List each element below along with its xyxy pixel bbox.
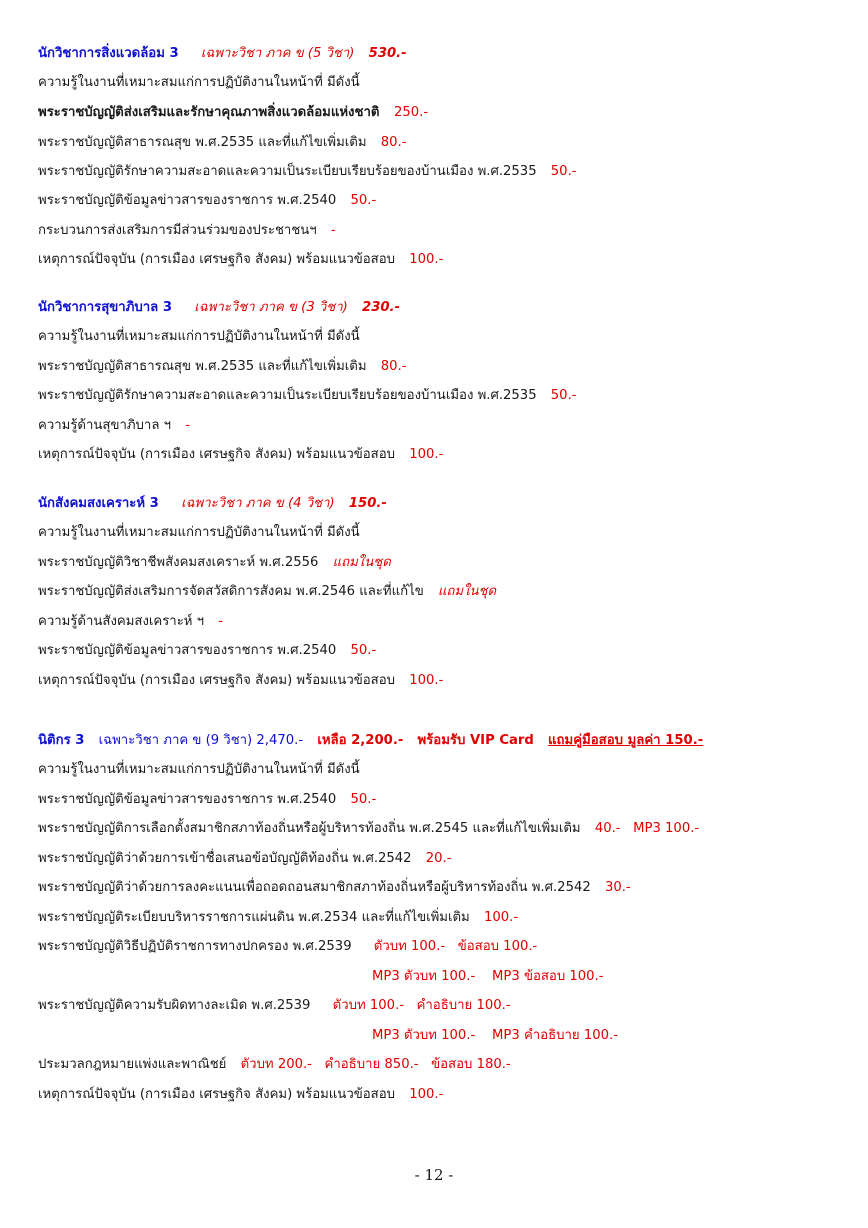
section-subtitle: เฉพาะวิชา ภาค ข (4 วิชา) — [181, 496, 335, 511]
item-price: - — [330, 223, 336, 238]
list-item — [38, 878, 631, 898]
section-heading — [38, 44, 407, 64]
item-text: เหตุการณ์ปัจจุบัน (การเมือง เศรษฐกิจ สังคม) พร้อมแนวข้อสอบ — [38, 447, 396, 462]
section-intro: ความรู้ในงานที่เหมาะสมแก่การปฏิบัติงานในหน้าที่ มีดังนี้ — [38, 75, 360, 90]
item-price: MP3 ตัวบท 100.- MP3 ข้อสอบ 100.- — [372, 969, 604, 984]
item-price: 80.- — [380, 359, 407, 374]
list-item — [38, 386, 577, 406]
item-text: พระราชบัญญัติระเบียบบริหารราชการแผ่นดิน พ.ศ.2534 และที่แก้ไขเพิ่มเติม — [38, 910, 470, 925]
section-title: นักวิชาการสุขาภิบาล 3 — [38, 300, 173, 315]
list-item — [38, 162, 577, 182]
item-text: พระราชบัญญัติรักษาความสะอาดและความเป็นระเบียบเรียบร้อยของบ้านเมือง พ.ศ.2535 — [38, 388, 537, 403]
list-item — [38, 908, 518, 928]
item-price: ตัวบท 100.- ข้อสอบ 100.- — [373, 939, 538, 954]
item-price: 50.- — [550, 388, 577, 403]
item-price: 100.- — [409, 447, 444, 462]
item-price: แถมในชุด — [437, 584, 497, 599]
section-intro: ความรู้ในงานที่เหมาะสมแก่การปฏิบัติงานในหน้าที่ มีดังนี้ — [38, 329, 360, 344]
item-price: 250.- — [394, 105, 429, 120]
item-text: พระราชบัญญัติข้อมูลข่าวสารของราชการ พ.ศ.2540 — [38, 193, 337, 208]
item-price: 50.- — [550, 164, 577, 179]
item-price: 100.- — [409, 252, 444, 267]
section-price: 150.- — [348, 496, 387, 511]
section-intro: ความรู้ในงานที่เหมาะสมแก่การปฏิบัติงานในหน้าที่ มีดังนี้ — [38, 525, 360, 540]
section-subtitle: เฉพาะวิชา ภาค ข (9 วิชา) 2,470.- — [98, 733, 304, 748]
vip-card-note: พร้อมรับ VIP Card — [417, 733, 534, 748]
item-price: 50.- — [350, 193, 377, 208]
list-item — [38, 582, 496, 602]
item-price: 30.- — [604, 880, 631, 895]
item-price: 100.- — [483, 910, 519, 925]
list-item — [38, 671, 443, 691]
item-price: 40.- MP3 100.- — [594, 821, 700, 836]
item-price: 50.- — [350, 792, 377, 807]
item-text: พระราชบัญญัติวิชาชีพสังคมสงเคราะห์ พ.ศ.2556 — [38, 555, 319, 570]
list-item — [38, 416, 190, 436]
item-text: พระราชบัญญัติส่งเสริมและรักษาคุณภาพสิ่งแวดล้อมแห่งชาติ — [38, 105, 380, 120]
item-text: พระราชบัญญัติความรับผิดทางละเมิด พ.ศ.2539 — [38, 998, 311, 1013]
item-text: พระราชบัญญัติสาธารณสุข พ.ศ.2535 และที่แก้ไขเพิ่มเติม — [38, 359, 367, 374]
item-text: พระราชบัญญัติวิธีปฏิบัติราชการทางปกครอง พ.ศ.2539 — [38, 939, 352, 954]
item-price: ตัวบท 100.- คำอธิบาย 100.- — [332, 998, 511, 1013]
section-heading — [38, 298, 400, 318]
list-item — [38, 819, 699, 839]
section-heading — [38, 731, 703, 751]
section-title: นักวิชาการสิ่งแวดล้อม 3 — [38, 46, 179, 61]
section-subtitle: เฉพาะวิชา ภาค ข (3 วิชา) — [194, 300, 348, 315]
item-text: พระราชบัญญัติสาธารณสุข พ.ศ.2535 และที่แก้ไขเพิ่มเติม — [38, 135, 367, 150]
item-text: พระราชบัญญัติการเลือกตั้งสมาชิกสภาท้องถิ่นหรือผู้บริหารท้องถิ่น พ.ศ.2545 และที่แก้ไขเพิ่มเติม — [38, 821, 581, 836]
section-subtitle: เฉพาะวิชา ภาค ข (5 วิชา) — [200, 46, 355, 61]
item-price: - — [218, 614, 224, 629]
bonus-note: แถมคู่มือสอบ มูลค่า 150.- — [548, 733, 704, 748]
section-title: นิติกร 3 — [38, 733, 85, 748]
list-item — [38, 553, 391, 573]
item-price: 100.- — [409, 673, 444, 688]
list-item — [38, 250, 443, 270]
list-item — [38, 221, 336, 241]
item-text: ความรู้ด้านสุขาภิบาล ฯ — [38, 418, 172, 433]
section-heading — [38, 494, 387, 514]
list-item — [38, 191, 376, 211]
section-remaining-price: เหลือ 2,200.- — [317, 733, 404, 748]
item-price: 50.- — [350, 643, 377, 658]
list-item — [38, 1055, 511, 1075]
item-price: MP3 ตัวบท 100.- MP3 คำอธิบาย 100.- — [372, 1028, 618, 1043]
item-price: 100.- — [409, 1087, 444, 1102]
item-text: ประมวลกฎหมายแพ่งและพาณิชย์ — [38, 1057, 227, 1072]
item-price: 80.- — [380, 135, 407, 150]
item-text: เหตุการณ์ปัจจุบัน (การเมือง เศรษฐกิจ สังคม) พร้อมแนวข้อสอบ — [38, 252, 396, 267]
section-intro: ความรู้ในงานที่เหมาะสมแก่การปฏิบัติงานในหน้าที่ มีดังนี้ — [38, 762, 360, 777]
list-item — [38, 937, 537, 957]
list-item — [38, 849, 452, 869]
item-price: 20.- — [425, 851, 452, 866]
list-item — [38, 790, 376, 810]
list-item — [38, 996, 511, 1016]
item-text: เหตุการณ์ปัจจุบัน (การเมือง เศรษฐกิจ สังคม) พร้อมแนวข้อสอบ — [38, 673, 396, 688]
section-title: นักสังคมสงเคราะห์ 3 — [38, 496, 159, 511]
item-text: พระราชบัญญัติข้อมูลข่าวสารของราชการ พ.ศ.2540 — [38, 643, 337, 658]
list-item — [38, 357, 406, 377]
item-text: พระราชบัญญัติข้อมูลข่าวสารของราชการ พ.ศ.2540 — [38, 792, 337, 807]
item-text: พระราชบัญญัติส่งเสริมการจัดสวัสดิการสังคม พ.ศ.2546 และที่แก้ไข — [38, 584, 424, 599]
section-price: 230.- — [362, 300, 401, 315]
list-item — [38, 641, 376, 661]
item-text: พระราชบัญญัติรักษาความสะอาดและความเป็นระเบียบเรียบร้อยของบ้านเมือง พ.ศ.2535 — [38, 164, 537, 179]
list-item-continuation — [372, 967, 604, 987]
list-item — [38, 1085, 443, 1105]
item-text: ความรู้ด้านสังคมสงเคราะห์ ฯ — [38, 614, 205, 629]
item-text: เหตุการณ์ปัจจุบัน (การเมือง เศรษฐกิจ สังคม) พร้อมแนวข้อสอบ — [38, 1087, 396, 1102]
list-item — [38, 612, 223, 632]
list-item — [38, 445, 443, 465]
list-item-continuation — [372, 1026, 618, 1046]
item-text: พระราชบัญญัติว่าด้วยการเข้าชื่อเสนอข้อบัญญัติท้องถิ่น พ.ศ.2542 — [38, 851, 412, 866]
item-text: พระราชบัญญัติว่าด้วยการลงคะแนนเพื่อถอดถอนสมาชิกสภาท้องถิ่นหรือผู้บริหารท้องถิ่น พ.ศ.2542 — [38, 880, 591, 895]
list-item — [38, 133, 406, 153]
section-price: 530.- — [368, 46, 407, 61]
item-price: - — [185, 418, 190, 433]
item-price: แถมในชุด — [332, 555, 391, 570]
list-item — [38, 103, 428, 123]
item-text: กระบวนการส่งเสริมการมีส่วนร่วมของประชาชนฯ — [38, 223, 317, 238]
page-number: - 12 - — [414, 1166, 454, 1184]
item-price: ตัวบท 200.- คำอธิบาย 850.- ข้อสอบ 180.- — [240, 1057, 511, 1072]
